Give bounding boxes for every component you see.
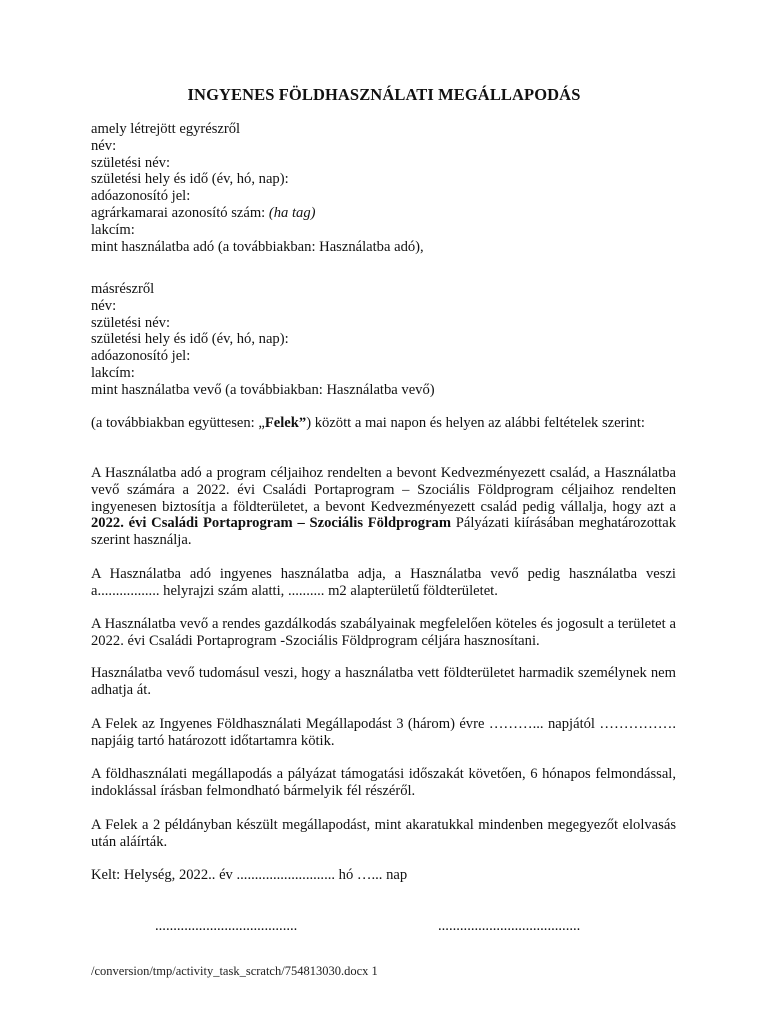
paragraph-use: A Használatba vevő a rendes gazdálkodás szabályainak megfelelően köteles és jogosult a területet a 2022. évi Családi Portaprogram -Szociális Földprogram céljára hasznosítani.: [91, 616, 676, 649]
paragraph-land: A Használatba adó ingyenes használatba adja, a Használatba vevő pedig használatba veszi a................. helyrajzi szám alatti, .......... m2 alapterületű földterületet.: [91, 566, 676, 599]
document-title: INGYENES FÖLDHASZNÁLATI MEGÁLLAPODÁS: [187, 85, 581, 104]
party-two-line: másrészről: [91, 281, 155, 297]
party-one-line: amely létrejött egyrészről: [91, 121, 241, 137]
party-one-line: adóazonosító jel:: [91, 188, 191, 205]
paragraph-termination: A földhasználati megállapodás a pályázat támogatási időszakát követően, 6 hónapos felmondással, indoklással írásban felmondható bármelyik fél részéről.: [91, 766, 676, 799]
paragraph-transfer: Használatba vevő tudomásul veszi, hogy a használatba vett földterületet harmadik személynek nem adhatja át.: [91, 665, 676, 698]
paragraph-duration: A Felek az Ingyenes Földhasználati Megállapodást 3 (három) évre ………... napjától ……………. napjáig tartó határozott időtartamra kötik.: [91, 716, 676, 749]
party-one-block: [91, 121, 424, 255]
party-two-line: adóazonosító jel:: [91, 348, 191, 365]
signature-line-right: .......................................: [438, 918, 581, 934]
party-two-line: lakcím:: [91, 364, 135, 381]
party-two-line: születési hely és idő (év, hó, nap):: [91, 331, 289, 348]
chamber-id-label: agrárkamarai azonosító szám:: [91, 204, 269, 221]
parties-term: Felek”: [264, 415, 307, 431]
party-one-line: név:: [91, 137, 117, 154]
signature-line-left: .......................................: [155, 918, 298, 934]
page-footer: /conversion/tmp/activity_task_scratch/754813030.docx 1: [91, 964, 378, 978]
chamber-id-line: [91, 205, 424, 222]
party-two-line: születési név:: [91, 314, 171, 331]
party-two-line: mint használatba vevő (a továbbiakban: Használatba vevő): [91, 381, 435, 398]
party-one-line: mint használatba adó (a továbbiakban: Használatba adó),: [91, 238, 424, 255]
party-two-line: név:: [91, 297, 117, 314]
dated-line: Kelt: Helység, 2022.. év ........................... hó …... nap: [91, 867, 408, 883]
chamber-id-note: (ha tag): [268, 204, 316, 221]
paragraph-signing: A Felek a 2 példányban készült megállapodást, mint akaratukkal mindenben megegyezőt elolvasás után aláírták.: [91, 817, 676, 850]
parties-clause: (a továbbiakban együttesen: „Felek”) között a mai napon és helyen az alábbi feltételek szerint:: [91, 415, 645, 431]
party-one-line: születési hely és idő (év, hó, nap):: [91, 171, 289, 188]
party-two-block: [91, 281, 435, 399]
paragraph-program: A Használatba adó a program céljaihoz rendelten a bevont Kedvezményezett család, a Használatba vevő számára a 2022. évi Családi Portaprogram – Szociális Földprogram céljaihoz rendelten ingyenesen biztosítja a földterületet, a bevont Kedvezményezett család pedig vállalja, hogy azt a 2022. évi Családi Portaprogram – Szociális Földprogram Pályázati kiírásában meghatározottak szerint használja.: [91, 465, 676, 549]
program-name: 2022. évi Családi Portaprogram – Szociális Földprogram: [91, 515, 452, 532]
party-one-line: lakcím:: [91, 221, 135, 238]
party-one-line: születési név:: [91, 154, 171, 171]
